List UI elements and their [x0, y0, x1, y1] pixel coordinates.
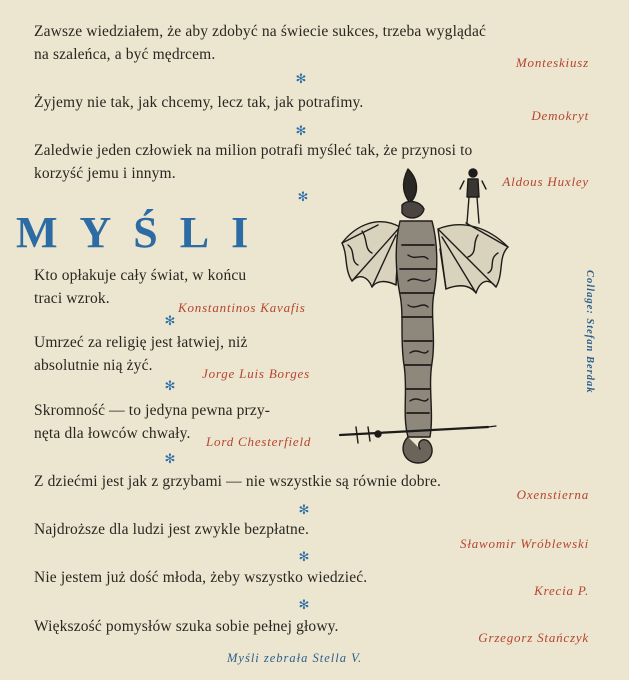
quote-text: Najdroższe dla ludzi jest zwykle bezpłatne. [34, 521, 310, 538]
quote-author: Oxenstierna [516, 487, 589, 502]
footer-credit: Myśli zebrała Stella V. [227, 651, 363, 665]
separator-asterisk: ✻ [297, 189, 309, 204]
separator-asterisk: ✻ [295, 71, 307, 86]
collage-credit: Collage: Stefan Berdak [584, 270, 595, 394]
quote-author: Monteskiusz [515, 55, 589, 70]
collage-illustration [338, 165, 518, 475]
quote-author: Konstantinos Kavafis [178, 300, 306, 315]
quote-text: Z dziećmi jest jak z grzybami — nie wszystkie są równie dobre. [34, 473, 442, 490]
quote-author: Grzegorz Stańczyk [478, 630, 589, 645]
separator-asterisk: ✻ [298, 502, 310, 517]
separator-asterisk: ✻ [298, 549, 310, 564]
separator-asterisk: ✻ [298, 597, 310, 612]
quote-text: Umrzeć za religię jest łatwiej, niż absolutnie nią żyć. [34, 334, 248, 374]
separator-asterisk: ✻ [164, 451, 176, 466]
quote-author: Jorge Luis Borges [202, 366, 310, 381]
quote-author: Sławomir Wróblewski [460, 536, 589, 551]
quote-text: Zawsze wiedziałem, że aby zdobyć na świecie sukces, trzeba wyglądać na szaleńca, a być mędrcem. [34, 23, 487, 63]
separator-asterisk: ✻ [295, 123, 307, 138]
quote-author: Lord Chesterfield [206, 434, 312, 449]
quote-author: Aldous Huxley [502, 174, 589, 189]
quote-text: Nie jestem już dość młoda, żeby wszystko wiedzieć. [34, 569, 368, 586]
quote-text: Zaledwie jeden człowiek na milion potrafi myśleć tak, że przynosi to korzyść jemu i innym. [34, 142, 473, 182]
quote-author: Demokryt [531, 108, 589, 123]
separator-asterisk: ✻ [164, 378, 176, 393]
quote-text: Żyjemy nie tak, jak chcemy, lecz tak, jak potrafimy. [34, 94, 364, 111]
quote-text: Większość pomysłów szuka sobie pełnej głowy. [34, 618, 339, 635]
quote-author: Krecia P. [534, 583, 589, 598]
section-title: MYŚLI [16, 208, 271, 257]
quote-text: Skromność — to jedyna pewna przy- nęta dla łowców chwały. [34, 402, 271, 442]
separator-asterisk: ✻ [164, 313, 176, 328]
quote-text: Kto opłakuje cały świat, w końcu traci wzrok. [34, 267, 247, 307]
